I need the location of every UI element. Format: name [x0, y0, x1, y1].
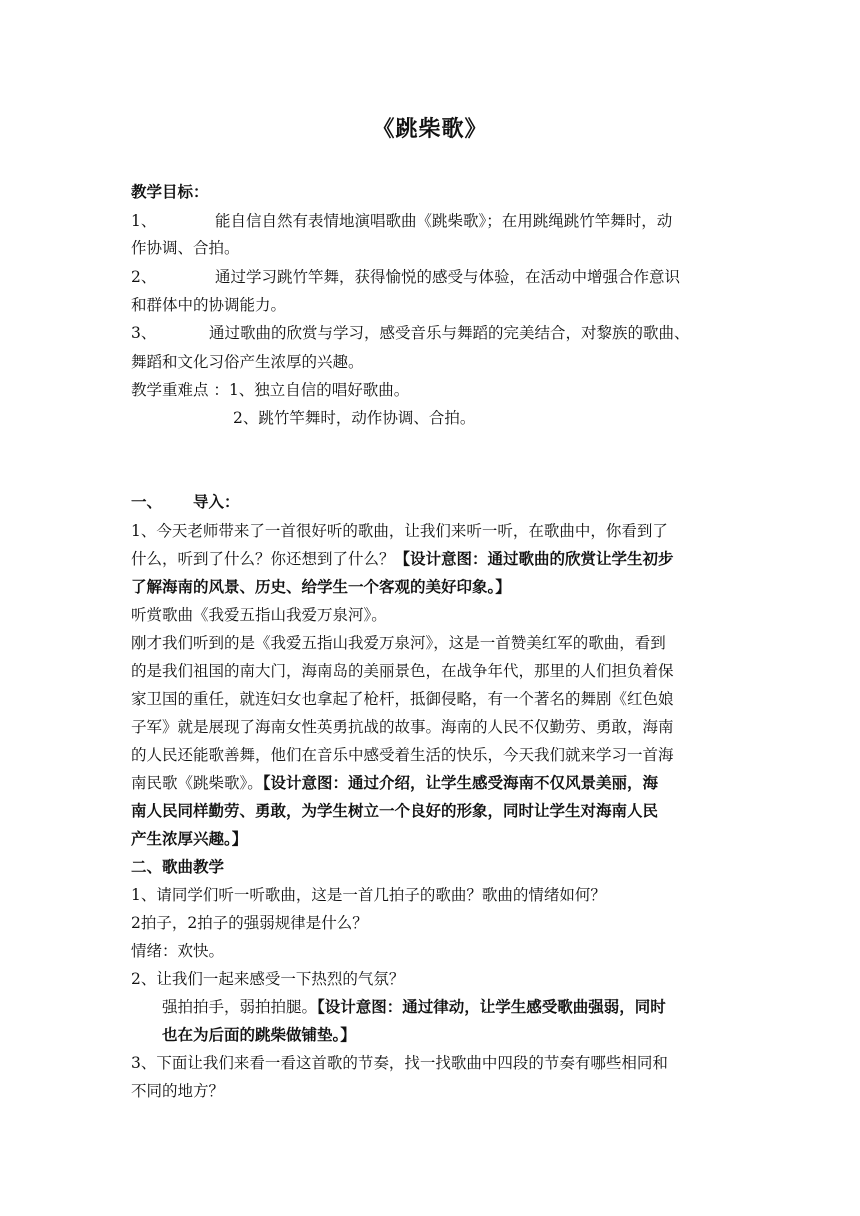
objective-3-line-2: 舞蹈和文化习俗产生浓厚的兴趣。: [131, 353, 364, 371]
section1-heading: [131, 492, 733, 512]
section1-p2-text: 南民歌《跳柴歌》。: [131, 774, 263, 792]
section1-p2-line-4: 子军》就是展现了海南女性英勇抗战的故事。海南的人民不仅勤劳、勇敢，海南: [131, 718, 674, 736]
section2-heading: 二、歌曲教学: [131, 857, 225, 876]
section1-title: 导入：: [193, 492, 240, 511]
objective-2-line-1: [131, 267, 733, 287]
objective-1-line-2: 作协调、合拍。: [131, 239, 240, 257]
objective-3-line-1: [131, 323, 733, 343]
section1-p2-line-3: 家卫国的重任，就连妇女也拿起了枪杆，抵御侵略，有一个著名的舞剧《红色娘: [131, 690, 674, 708]
objective-3-number: 3、: [131, 324, 157, 342]
objective-2-text: 通过学习跳竹竿舞，获得愉悦的感受与体验，在活动中增强合作意识: [215, 268, 681, 286]
objective-3-text: 通过歌曲的欣赏与学习，感受音乐与舞蹈的完美结合，对黎族的歌曲、: [209, 324, 690, 342]
key-points-label: 教学重难点 ：: [131, 381, 229, 399]
section2-q1: 1、请同学们听一听歌曲，这是一首几拍子的歌曲？歌曲的情绪如何？: [131, 886, 606, 904]
section1-p1-line-1: 1、今天老师带来了一首很好听的歌曲，让我们来听一听，在歌曲中，你看到了: [131, 522, 668, 540]
objective-2-line-2: 和群体中的协调能力。: [131, 296, 287, 314]
section1-p1-line-2: [131, 549, 733, 569]
section2-a2-line-2: 也在为后面的跳柴做铺垫。】: [162, 1025, 356, 1044]
objective-1-number: 1、: [131, 212, 157, 230]
section1-p1-text: 什么，听到了什么？你还想到了什么？: [131, 550, 395, 568]
key-point-2: 2、跳竹竿舞时，动作协调、合拍。: [233, 409, 476, 427]
section1-design-intent-1: 【设计意图：通过歌曲的欣赏让学生初步: [394, 549, 674, 568]
section2-q3-line-1: 3、下面让我们来看一看这首歌的节奏，找一找歌曲中四段的节奏有哪些相同和: [131, 1054, 668, 1072]
section1-design-intent-2: 【设计意图：通过介绍，让学生感受海南不仅风景美丽，海: [262, 773, 659, 792]
key-points-line-1: [131, 380, 733, 400]
objective-1-line-1: [131, 211, 733, 231]
section2-q3-line-2: 不同的地方？: [131, 1082, 225, 1100]
section1-p2-line-7: 南人民同样勤劳、勇敢，为学生树立一个良好的形象，同时让学生对海南人民: [131, 801, 659, 820]
section1-number: 一、: [131, 492, 163, 511]
section2-mood: 情绪：欢快。: [131, 942, 225, 960]
section1-p2-line-1: 刚才我们听到的是《我爱五指山我爱万泉河》，这是一首赞美红军的歌曲，看到: [131, 634, 666, 652]
section1-p1-line-3: 了解海南的风景、历史、给学生一个客观的美好印象。】: [131, 577, 511, 596]
section1-listen: 听赏歌曲《我爱五指山我爱万泉河》。: [131, 606, 387, 624]
section1-p2-line-6: [131, 773, 733, 793]
section1-p2-line-5: 的人民还能歌善舞，他们在音乐中感受着生活的快乐，今天我们就来学习一首海: [131, 746, 674, 764]
section2-design-intent: 【设计意图：通过律动，让学生感受歌曲强弱，同时: [317, 997, 666, 1016]
section1-p2-line-8: 产生浓厚兴趣。】: [131, 829, 248, 848]
key-point-1: 1、独立自信的唱好歌曲。: [228, 381, 410, 399]
page-title: 《跳柴歌》: [372, 116, 488, 142]
section2-a1: 2拍子，2拍子的强弱规律是什么？: [131, 914, 368, 932]
section1-p2-line-2: 的是我们祖国的南大门，海南岛的美丽景色，在战争年代，那里的人们担负着保: [131, 662, 674, 680]
objectives-heading: 教学目标：: [131, 182, 209, 201]
section2-a2-line-1: [162, 997, 733, 1017]
objective-2-number: 2、: [131, 268, 157, 286]
section2-a2-text: 强拍拍手，弱拍拍腿。: [162, 998, 318, 1016]
section2-q2: 2、让我们一起来感受一下热烈的气氛？: [131, 970, 405, 988]
objective-1-text: 能自信自然有表情地演唱歌曲《跳柴歌》；在用跳绳跳竹竿舞时，动: [215, 212, 673, 230]
